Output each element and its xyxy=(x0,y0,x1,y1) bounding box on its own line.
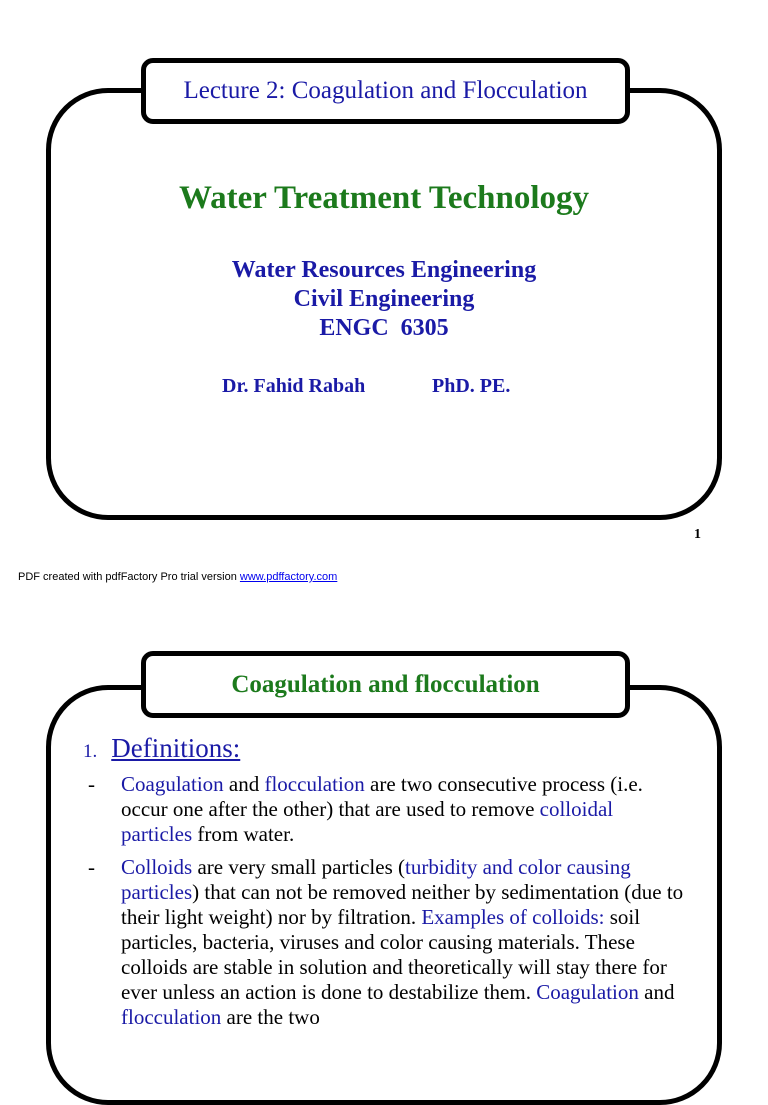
author-title: PhD. PE. xyxy=(432,375,511,397)
footer-text: PDF created with pdfFactory Pro trial version xyxy=(18,571,240,583)
slide-1-title-tab xyxy=(141,58,630,124)
subtitle-line-3: ENGC 6305 xyxy=(319,315,449,341)
slide-2-title: Coagulation and flocculation xyxy=(231,670,540,698)
heading-number: 1. xyxy=(83,741,98,762)
lecture-title: Lecture 2: Coagulation and Flocculation xyxy=(183,77,588,104)
bullet-dash: - xyxy=(88,855,95,879)
page-number: 1 xyxy=(694,527,701,542)
subtitle-line-2: Civil Engineering xyxy=(293,286,475,312)
paragraph-body: Coagulation and flocculation are two consecutive process (i.e. occur one after the other) that are used to remove colloidal particles from water. xyxy=(121,772,643,846)
definition-paragraph-2 xyxy=(88,855,688,1030)
subtitle-line-1: Water Resources Engineering xyxy=(231,257,537,283)
author-name: Dr. Fahid Rabah xyxy=(222,375,366,397)
paragraph-body: Colloids are very small particles (turbidity and color causing particles) that can not be removed neither by sedimentation (due to their light weight) nor by filtration. Examples of colloids: soil particles, bacteria, viruses and color causing materials. These colloids are stable in solution and theoretically will stay there for ever unless an action is done to destabilize them. Coagulation and flocculation are the two xyxy=(121,855,684,1029)
pdf-footer xyxy=(18,571,337,583)
bullet-dash: - xyxy=(88,772,95,796)
main-title: Water Treatment Technology xyxy=(178,180,590,216)
definition-paragraph-1 xyxy=(88,772,688,847)
pdffactory-link[interactable]: www.pdffactory.com xyxy=(239,571,338,583)
heading-text: Definitions: xyxy=(111,733,241,763)
slide-2-title-tab xyxy=(141,651,630,718)
definitions-heading xyxy=(83,733,240,764)
